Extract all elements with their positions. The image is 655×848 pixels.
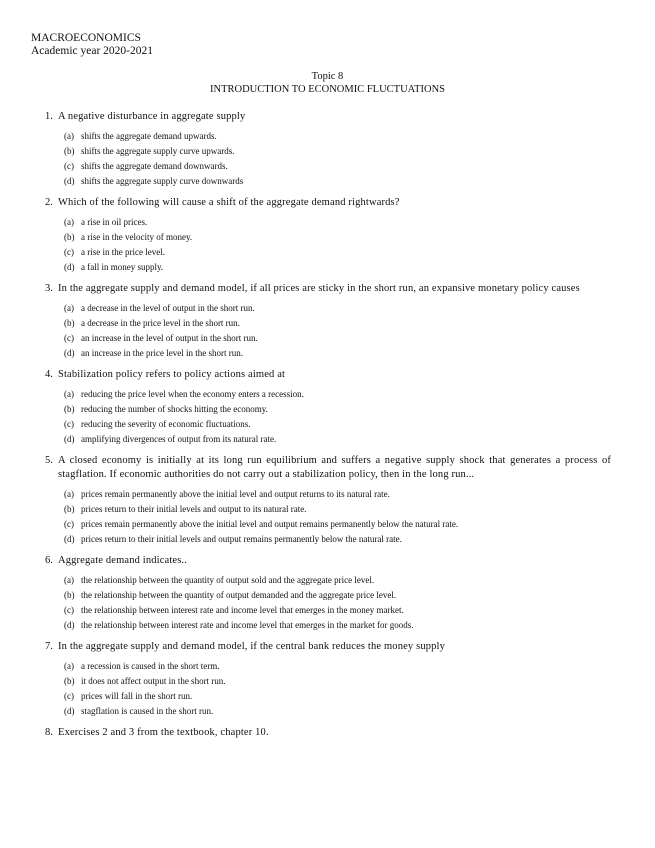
option-text: a decrease in the price level in the short run. — [81, 318, 240, 328]
question-number: 3. — [45, 283, 53, 294]
option-label: (a) — [64, 389, 74, 399]
option-text: it does not affect output in the short run. — [81, 676, 226, 686]
option-label: (d) — [64, 534, 75, 544]
option-text: reducing the number of shocks hitting the economy. — [81, 404, 268, 414]
answer-option — [64, 704, 611, 719]
question-item — [45, 110, 611, 189]
question-text: A negative disturbance in aggregate supply — [58, 111, 246, 122]
option-label: (b) — [64, 146, 75, 156]
answer-option — [64, 144, 611, 159]
option-text: a decrease in the level of output in the short run. — [81, 303, 255, 313]
option-text: prices remain permanently above the initial level and output returns to its natural rate. — [81, 489, 390, 499]
answer-option — [64, 174, 611, 189]
answer-options — [64, 301, 611, 361]
option-label: (a) — [64, 575, 74, 585]
option-label: (c) — [64, 419, 74, 429]
answer-option — [64, 674, 611, 689]
question-text: Which of the following will cause a shift of the aggregate demand rightwards? — [58, 197, 400, 208]
answer-option — [64, 659, 611, 674]
answer-option — [64, 129, 611, 144]
answer-option — [64, 260, 611, 275]
answer-option — [64, 402, 611, 417]
question-text: A closed economy is initially at its long run equilibrium and suffers a negative supply shock that generates a process of stagflation. If economic authorities do not carry out a stabilization policy, then in the long run... — [58, 455, 611, 480]
option-label: (b) — [64, 318, 75, 328]
option-label: (c) — [64, 605, 74, 615]
option-label: (b) — [64, 676, 75, 686]
option-text: prices will fall in the short run. — [81, 691, 193, 701]
question-number: 8. — [45, 727, 53, 738]
option-label: (c) — [64, 247, 74, 257]
question-list — [45, 110, 611, 747]
answer-options — [64, 659, 611, 719]
answer-option — [64, 159, 611, 174]
option-label: (c) — [64, 519, 74, 529]
option-text: a fall in money supply. — [81, 262, 164, 272]
topic-title: INTRODUCTION TO ECONOMIC FLUCTUATIONS — [210, 83, 445, 95]
option-text: a rise in the velocity of money. — [81, 232, 193, 242]
answer-options — [64, 129, 611, 189]
option-label: (c) — [64, 161, 74, 171]
question-number: 7. — [45, 641, 53, 652]
question-item — [45, 454, 611, 547]
question-number: 4. — [45, 369, 53, 380]
option-label: (c) — [64, 333, 74, 343]
option-label: (d) — [64, 262, 75, 272]
option-text: a rise in oil prices. — [81, 217, 148, 227]
topic-number: Topic 8 — [311, 71, 344, 82]
question-item — [45, 726, 611, 740]
option-text: the relationship between interest rate and income level that emerges in the market for goods. — [81, 620, 414, 630]
answer-option — [64, 487, 611, 502]
question-text: Stabilization policy refers to policy actions aimed at — [58, 369, 286, 380]
option-text: prices return to their initial levels and output remains permanently below the natural rate. — [81, 534, 402, 544]
answer-option — [64, 346, 611, 361]
option-text: shifts the aggregate supply curve upwards. — [81, 146, 235, 156]
option-text: a rise in the price level. — [81, 247, 165, 257]
option-text: an increase in the level of output in the short run. — [81, 333, 258, 343]
option-label: (a) — [64, 131, 74, 141]
answer-option — [64, 230, 611, 245]
option-text: shifts the aggregate demand upwards. — [81, 131, 217, 141]
question-item — [45, 368, 611, 447]
option-label: (a) — [64, 303, 74, 313]
question-text: Exercises 2 and 3 from the textbook, chapter 10. — [58, 727, 269, 738]
answer-option — [64, 573, 611, 588]
option-text: amplifying divergences of output from its natural rate. — [81, 434, 277, 444]
answer-option — [64, 301, 611, 316]
option-label: (d) — [64, 706, 75, 716]
option-label: (a) — [64, 489, 74, 499]
academic-year: Academic year 2020-2021 — [31, 45, 153, 57]
option-text: the relationship between the quantity of output sold and the aggregate price level. — [81, 575, 375, 585]
option-text: prices return to their initial levels and output to its natural rate. — [81, 504, 307, 514]
question-text: In the aggregate supply and demand model, if all prices are sticky in the short run, an expansive monetary policy causes — [58, 283, 580, 294]
document-header — [31, 32, 153, 58]
answer-option — [64, 517, 611, 532]
question-text: Aggregate demand indicates.. — [58, 555, 187, 566]
answer-option — [64, 502, 611, 517]
option-label: (d) — [64, 620, 75, 630]
option-label: (c) — [64, 691, 74, 701]
option-text: an increase in the price level in the short run. — [81, 348, 243, 358]
answer-option — [64, 417, 611, 432]
answer-option — [64, 432, 611, 447]
option-label: (d) — [64, 348, 75, 358]
option-text: shifts the aggregate supply curve downwards — [81, 176, 244, 186]
question-number: 5. — [45, 455, 53, 466]
question-number: 2. — [45, 197, 53, 208]
question-item — [45, 282, 611, 361]
question-item — [45, 640, 611, 719]
course-title: MACROECONOMICS — [31, 32, 141, 44]
topic-heading — [0, 71, 655, 96]
option-text: the relationship between the quantity of output demanded and the aggregate price level. — [81, 590, 397, 600]
answer-options — [64, 215, 611, 275]
option-text: the relationship between interest rate and income level that emerges in the money market. — [81, 605, 404, 615]
question-item — [45, 196, 611, 275]
option-label: (d) — [64, 434, 75, 444]
answer-option — [64, 387, 611, 402]
answer-options — [64, 387, 611, 447]
answer-option — [64, 316, 611, 331]
option-label: (b) — [64, 504, 75, 514]
option-label: (d) — [64, 176, 75, 186]
option-label: (a) — [64, 661, 74, 671]
answer-option — [64, 588, 611, 603]
question-number: 6. — [45, 555, 53, 566]
option-text: a recession is caused in the short term. — [81, 661, 220, 671]
option-text: stagflation is caused in the short run. — [81, 706, 214, 716]
option-label: (a) — [64, 217, 74, 227]
option-text: reducing the severity of economic fluctuations. — [81, 419, 251, 429]
option-label: (b) — [64, 590, 75, 600]
answer-option — [64, 245, 611, 260]
option-label: (b) — [64, 232, 75, 242]
answer-options — [64, 487, 611, 547]
option-text: prices remain permanently above the initial level and output remains permanently below the natural rate. — [81, 519, 459, 529]
answer-options — [64, 573, 611, 633]
option-text: shifts the aggregate demand downwards. — [81, 161, 228, 171]
answer-option — [64, 532, 611, 547]
question-item — [45, 554, 611, 633]
answer-option — [64, 618, 611, 633]
answer-option — [64, 689, 611, 704]
answer-option — [64, 331, 611, 346]
question-number: 1. — [45, 111, 53, 122]
answer-option — [64, 603, 611, 618]
option-text: reducing the price level when the economy enters a recession. — [81, 389, 304, 399]
question-text: In the aggregate supply and demand model, if the central bank reduces the money supply — [58, 641, 445, 652]
option-label: (b) — [64, 404, 75, 414]
answer-option — [64, 215, 611, 230]
